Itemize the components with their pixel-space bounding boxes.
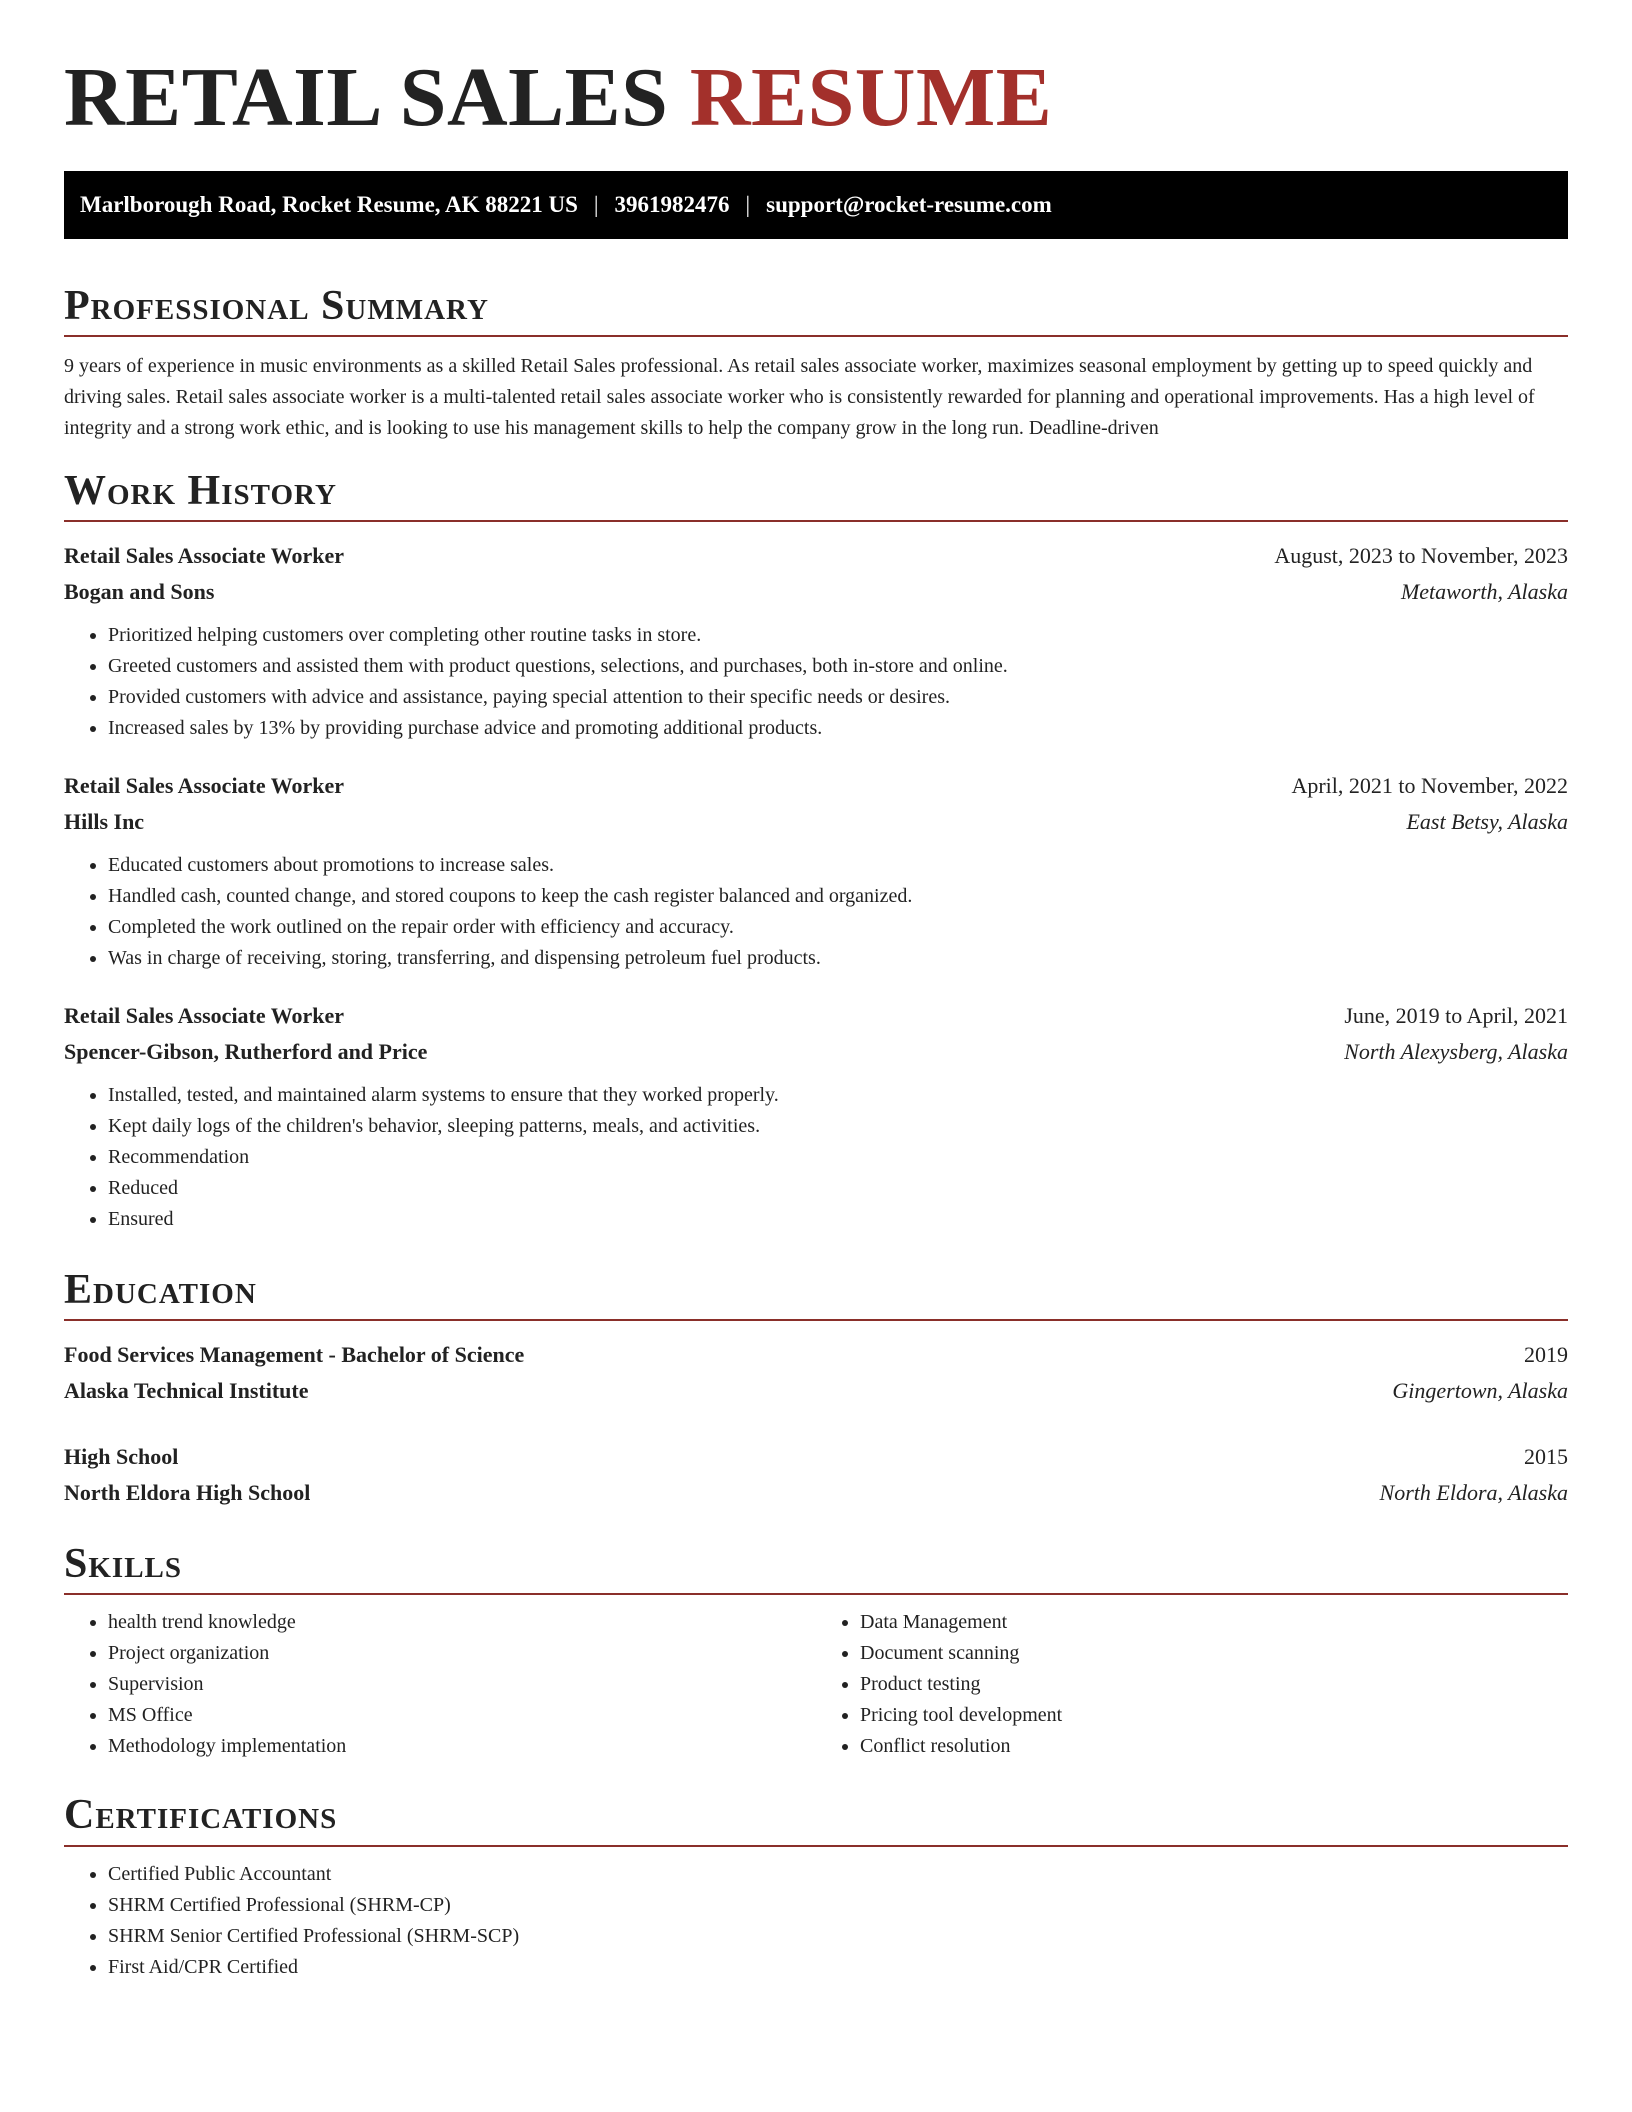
education-year: 2019 [1524,1342,1568,1368]
job-bullets [64,620,1568,744]
title-accent: RESUME [689,51,1053,144]
job-title-row [64,538,1568,574]
list-item: • Increased sales by 13% by providing purchase advice and promoting additional products. [108,713,1568,744]
list-item: • Recommendation [108,1142,1568,1173]
job-company: Bogan and Sons [64,578,215,604]
list-item: • Document scanning [860,1638,1568,1669]
education-degree: High School [64,1444,179,1470]
job-bullets [64,850,1568,974]
skills-list-right [816,1607,1568,1762]
resume-content [64,50,1568,1983]
job-dates: April, 2021 to November, 2022 [1291,772,1568,798]
list-item: • Methodology implementation [108,1731,816,1762]
job-title: Retail Sales Associate Worker [64,542,345,568]
list-item: • Supervision [108,1669,816,1700]
certifications-section [64,1792,1568,1982]
job-company-row [64,1034,1568,1070]
list-item: • SHRM Certified Professional (SHRM-CP) [108,1890,1568,1921]
list-item: • Product testing [860,1669,1568,1700]
job-entry [64,768,1568,974]
education-section [64,1267,1568,1511]
job-bullets [64,1080,1568,1235]
education-degree: Food Services Management - Bachelor of Science [64,1342,525,1368]
job-company: Hills Inc [64,808,145,834]
job-entry [64,998,1568,1235]
job-company: Spencer-Gibson, Rutherford and Price [64,1038,428,1064]
job-company-row [64,574,1568,610]
list-item: • Kept daily logs of the children's behavior, sleeping patterns, meals, and activities. [108,1111,1568,1142]
work-history-section [64,468,1568,1235]
list-item: • First Aid/CPR Certified [108,1952,1568,1983]
education-location: North Eldora, Alaska [1379,1480,1568,1506]
skills-section [64,1541,1568,1762]
section-heading-summary: Professional Summary [64,283,1568,337]
list-item: • Handled cash, counted change, and stored coupons to keep the cash register balanced and organized. [108,881,1568,912]
contact-address: Marlborough Road, Rocket Resume, AK 88221 US [80,191,578,217]
list-item: • Provided customers with advice and assistance, paying special attention to their specific needs or desires. [108,682,1568,713]
education-location: Gingertown, Alaska [1392,1378,1568,1404]
job-title-row [64,768,1568,804]
list-item: • Completed the work outlined on the repair order with efficiency and accuracy. [108,912,1568,943]
certifications-list [64,1859,1568,1983]
job-title: Retail Sales Associate Worker [64,1002,345,1028]
job-location: East Betsy, Alaska [1406,808,1568,834]
list-item: • Installed, tested, and maintained alarm systems to ensure that they worked properly. [108,1080,1568,1111]
skills-columns [64,1607,1568,1762]
job-company-row [64,804,1568,840]
section-heading-certifications: Certifications [64,1792,1568,1846]
job-dates: June, 2019 to April, 2021 [1344,1002,1568,1028]
job-title: Retail Sales Associate Worker [64,772,345,798]
summary-section [64,283,1568,444]
contact-bar [64,171,1568,239]
section-heading-education: Education [64,1267,1568,1321]
list-item: • Ensured [108,1204,1568,1235]
education-school: Alaska Technical Institute [64,1378,309,1404]
list-item: • SHRM Senior Certified Professional (SHRM-SCP) [108,1921,1568,1952]
contact-separator: | [745,191,751,217]
list-item: • Greeted customers and assisted them with product questions, selections, and purchases, both in-store and online. [108,651,1568,682]
section-heading-work: Work History [64,468,1568,522]
contact-phone: 3961982476 [614,191,730,217]
list-item: • Educated customers about promotions to increase sales. [108,850,1568,881]
job-location: North Alexysberg, Alaska [1344,1038,1568,1064]
contact-separator: | [593,191,599,217]
education-entry [64,1337,1568,1409]
education-degree-row [64,1337,1568,1373]
job-title-row [64,998,1568,1034]
education-year: 2015 [1524,1444,1568,1470]
summary-text: 9 years of experience in music environments as a skilled Retail Sales professional. As retail sales associate worker, maximizes seasonal employment by getting up to speed quickly and driving sales. Retail sales associate worker is a multi-talented retail sales associate worker who is consistently rewarded for planning and operational improvements. Has a high level of integrity and a strong work ethic, and is looking to use his management skills to help the company grow in the long run. Deadline-driven [64,354,1535,439]
resume-title [64,50,1568,147]
education-school-row [64,1373,1568,1409]
job-location: Metaworth, Alaska [1400,578,1568,604]
section-heading-skills: Skills [64,1541,1568,1595]
education-entry [64,1439,1568,1511]
job-entry [64,538,1568,744]
skills-list-left [64,1607,816,1762]
list-item: • Conflict resolution [860,1731,1568,1762]
list-item: • Pricing tool development [860,1700,1568,1731]
list-item: • Certified Public Accountant [108,1859,1568,1890]
list-item: • Prioritized helping customers over completing other routine tasks in store. [108,620,1568,651]
education-school: North Eldora High School [64,1480,311,1506]
list-item: • MS Office [108,1700,816,1731]
list-item: • Data Management [860,1607,1568,1638]
list-item: • Project organization [108,1638,816,1669]
contact-email: support@rocket-resume.com [766,191,1052,217]
list-item: • health trend knowledge [108,1607,816,1638]
list-item: • Was in charge of receiving, storing, transferring, and dispensing petroleum fuel products. [108,943,1568,974]
job-dates: August, 2023 to November, 2023 [1274,542,1568,568]
title-main: RETAIL SALES [64,51,669,144]
list-item: • Reduced [108,1173,1568,1204]
education-degree-row [64,1439,1568,1475]
education-school-row [64,1475,1568,1511]
